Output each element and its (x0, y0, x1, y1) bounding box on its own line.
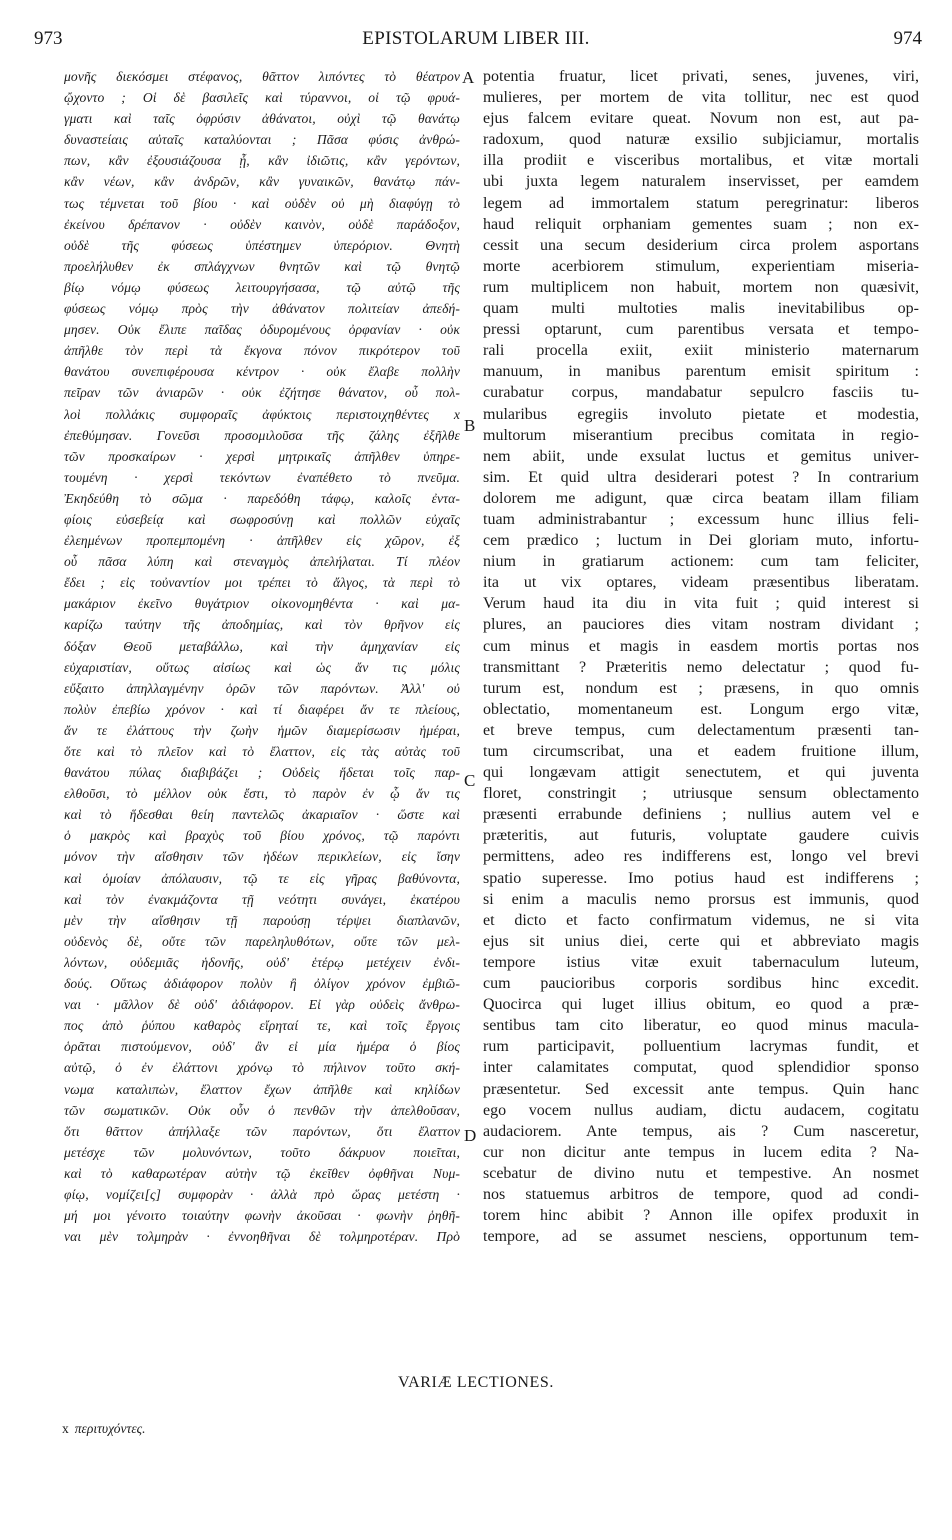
greek-text-line: ναι · μᾶλλον δὲ οὐδ' ἀδιάφορον. Εἰ γὰρ οὐδεὶς ἄνθρω- (64, 997, 460, 1013)
greek-text-line: ἀπῆλθε τὸν περὶ τὰ ἔκγονα πόνον πικρότερον τοῦ (64, 343, 460, 359)
greek-text-line: τως τέμνεται τοῦ βίου · καὶ οὐδὲν οὐ μὴ διαφύγῃ τὸ (64, 195, 460, 211)
latin-text-line: turum est, nondum est ; præsens, in quo omnis (483, 679, 919, 697)
page-number-right: 974 (893, 28, 922, 49)
latin-text-line: manuum, in manibus parentum emisit spiritum : (483, 363, 919, 381)
greek-text-line: ἄν τε ἐλάττους τὴν ζωὴν ἡμῶν διαμερίσωσιν ἡμέραι, (64, 722, 460, 738)
greek-text-line: πεῖραν τῶν ἀνιαρῶν · οὐκ ἐζήτησε θάνατον, οὗ πολ- (64, 385, 460, 401)
latin-text-line: legem ad immortalem statum peregrinatur: liberos (483, 194, 919, 212)
greek-text-line: καρίζω ταύτην τῆς ἀποδημίας, καὶ τὸν θρῆνον εἰς (64, 617, 460, 633)
footnote-text: περιτυχόντες. (74, 1421, 146, 1436)
greek-text-line: καὶ τὸ ἥδεσθαι θείη παντελῶς ἀκαριαῖον · ὥστε καὶ (64, 807, 460, 823)
latin-text-line: curabatur corpus, mandabatur sepulcro fasciis tu- (483, 384, 919, 402)
latin-text-line: haud reliquit orphaniam gementes suam ; non ex- (483, 215, 919, 233)
greek-text-line: λοὶ πολλάκις συμφοραῖς ἀφύκτοις περιστοιχηθέντες x (64, 406, 460, 422)
greek-text-line: δούς. Οὕτως ἀδιάφορον πολὺν ἢ ὀλίγον χρόνον ἐμβιῶ- (64, 976, 460, 992)
latin-text-line: illa prodiit e visceribus mortalibus, et vitæ mortali (483, 152, 919, 170)
latin-text-line: qui longævam attigit senectutem, et qui juventa (483, 764, 919, 782)
footnote (62, 1421, 146, 1437)
page-header (0, 28, 952, 54)
latin-text-line: nem abiit, unde exsulat luctus et gemitus univer- (483, 447, 919, 465)
latin-text-line: tempore istius vitæ exuit tabernaculum luteum, (483, 953, 919, 971)
greek-text-line: μονῆς διεκόσμει στέφανος, θᾶττον λιπόντες τὸ θέατρον (64, 69, 460, 84)
latin-text-line: oblectatio, momentaneum est. Longum ergo vitæ, (483, 700, 919, 718)
latin-text-line: cem prædico ; luctum in Dei gloriam muto, infortu- (483, 532, 919, 550)
latin-text-line: cessit una secum desiderium circa prolem asportans (483, 236, 919, 254)
latin-text-line: cum minus et magis in easdem mortis portas nos (483, 637, 919, 655)
greek-text-line: μόνον τὴν αἴσθησιν τῶν ἡδέων περικλείων, εἰς ἴσην (64, 849, 460, 865)
latin-text-line: tuam administrabantur ; excessum hunc illius feli- (483, 510, 919, 528)
greek-text-line: ὁ μακρὸς καὶ βραχὺς τοῦ βίου χρόνος, τῷ παρόντι (64, 828, 460, 844)
latin-text-line: ego vocem nullus audiam, dictu audacem, cogitatu (483, 1101, 919, 1119)
latin-text-line: ejus sit unius diei, certe qui et abbreviato magis (483, 932, 919, 950)
greek-text-line: ἐλεημένων προπεμπομένη · ἀπῆλθεν εἰς χῶρον, ἐξ (64, 533, 460, 549)
latin-text-line: sim. Et quid ultra desiderari potest ? In contrarium (483, 468, 919, 486)
greek-text-line: εὔξαιτο ἀπηλλαγμένην ὁρῶν τῶν παρόντων. Ἀλλ' οὐ (64, 680, 460, 696)
running-title: EPISTOLARUM LIBER III. (362, 28, 590, 49)
latin-text-line: mulieres, per mortem de vita tollitur, nec est quod (483, 89, 919, 107)
page-number-left: 973 (34, 28, 63, 49)
greek-text-line: φίοις εὐσεβείᾳ καὶ σωφροσύνῃ καὶ πολλῶν εὐχαῖς (64, 511, 460, 527)
margin-letter-b: B (464, 416, 476, 435)
latin-text-line: torem hinc abibit ? Annon ille opifex produxit in (483, 1207, 919, 1225)
greek-text-line: ὁρᾶται πιστούμενον, οὐδ' ἂν εἰ μία ἡμέρα ὁ βίος (64, 1039, 460, 1055)
greek-text-line: τῶν σωματικῶν. Οὐκ οὖν ὁ πενθῶν τὴν ἀπελθοῦσαν, (64, 1102, 460, 1118)
latin-text-column (483, 66, 919, 1247)
latin-text-line: nos statuemus arbitros de tempore, quod ad condi- (483, 1185, 919, 1203)
latin-text-line: rum multiplicem non habuit, mortem non quæsivit, (483, 278, 919, 296)
margin-letter-a: A (462, 68, 475, 87)
greek-text-line: κἂν νέων, κἂν ἀνδρῶν, κἂν γυναικῶν, θανάτῳ πάν- (64, 174, 460, 190)
latin-text-line: permittens, adeo res indifferens est, longo vel brevi (483, 848, 919, 866)
greek-text-line: πος ἀπὸ ῥύπου καθαρὸς εἴρηταί τε, καὶ τοῖς ἔργοις (64, 1018, 460, 1034)
latin-text-line: ita ut vix optares, videam præsentibus liberatam. (483, 574, 919, 592)
latin-text-line: tempore, ad se assumet nesciens, opportunum tem- (483, 1228, 919, 1246)
latin-text-line: pressi optarunt, cum parentibus versata et tempo- (483, 321, 919, 339)
greek-text-line: αὐτῷ, ὁ ἐν ἐλάττονι χρόνῳ τὸ πήλινον τοῦτο σκή- (64, 1060, 460, 1076)
greek-text-line: οὗ πᾶσα λύπη καὶ στεναγμὸς ἀπελήλαται. Τί πλέον (64, 554, 460, 570)
greek-text-line: ἐκείνου δρέπανον · οὐδὲν καινὸν, οὐδὲ παράδοξον, (64, 216, 460, 232)
greek-text-line: καὶ ὁμοίαν ἀπόλαυσιν, τῷ τε εἰς γῆρας βαθύνοντα, (64, 870, 460, 886)
greek-text-line: φύσεως νόμῳ πρὸς τὴν ἀθάνατον πολιτείαν ἀπεδή- (64, 301, 460, 317)
greek-text-line: τουμένη · χερσὶ τεκόντων ἐναπέθετο τὸ πνεῦμα. (64, 469, 460, 485)
greek-text-line: μησεν. Οὐκ ἔλιπε παῖδας ὀδυρομένους ὀρφανίαν · οὐκ (64, 322, 460, 338)
latin-text-line: præsenti errabunde definiens ; nullius autem vel e (483, 806, 919, 824)
latin-text-line: tum circumscribat, una et eadem fruitione illum, (483, 743, 919, 760)
latin-text-line: ubi juxta legem naturalem inservisset, per eamdem (483, 173, 919, 191)
greek-text-line: μετέσχε τῶν μολυνόντων, τοῦτο δάκρυον ποιεῖται, (64, 1144, 460, 1160)
greek-text-line: ἐπεθύμησαν. Γονεῦσι προσομιλοῦσα τῆς ζάλης ἐξῆλθε (64, 427, 460, 443)
latin-text-line: plures, an pauciores dies vitam nostram dividant ; (483, 616, 919, 634)
greek-text-line: ὅτι θᾶττον ἀπήλλαξε τῶν παρόντων, ὅτι ἔλαττον (64, 1123, 460, 1139)
latin-text-line: spatio superesse. Imo potius haud est indifferens ; (483, 869, 919, 887)
greek-text-line: προελήλυθεν ἐκ σπλάγχνων θνητῶν καὶ τῷ θνητῷ (64, 258, 460, 274)
variae-lectiones-heading: VARIÆ LECTIONES. (398, 1374, 554, 1391)
greek-text-line: φίῳ, νομίζει[ς] συμφορὰν · ἀλλὰ πρὸ ὥρας μετέστη · (64, 1186, 460, 1202)
latin-text-line: inter calamitates computat, quod splendidior sponso (483, 1059, 919, 1077)
greek-text-line: ναι μὲν τολμηρὰν · ἐννοηθῆναι δὲ τολμηροτέραν. Πρὸ (64, 1229, 460, 1245)
greek-text-line: θανάτου συνεπιφέρουσα κέντρον · οὐκ ἔλαβε πολλὴν (64, 364, 460, 380)
latin-text-line: præteritis, aut futuris, voluptate gaudere cuivis (483, 827, 919, 845)
greek-text-line: νωμα καταλιπὼν, ἔλαττον ἔχων ἀπῆλθε καὶ κηλίδων (64, 1081, 460, 1097)
greek-text-line: οὐδενὸς δὲ, οὔτε τῶν παρεληλυθότων, οὔτε τῶν μελ- (64, 933, 460, 949)
latin-text-line: scebatur de divino nutu et tempestive. An nosmet (483, 1164, 919, 1182)
greek-text-line: καὶ τὸν ἐνακμάζοντα τῇ νεότητι συνάγει, ἑκατέρου (64, 891, 460, 907)
margin-letter-d: D (464, 1126, 477, 1145)
latin-text-line: mularibus egregiis involuto pietate et modestia, (483, 405, 919, 423)
latin-text-line: morte acerbiorem stimulum, experientiam miseria- (483, 257, 919, 275)
greek-text-line: μή μοι γένοιτο τοιαύτην φωνὴν ἀκοῦσαι · φωνὴν ῥηθῆ- (64, 1208, 460, 1224)
greek-text-line: θανάτου πύλας διαβιβάζει ; Οὐδεὶς ἥδεται τοῖς παρ- (64, 765, 460, 781)
greek-text-line: γματι καὶ ταῖς ὀφρύσιν ἀθάνατοι, οὐχὶ τῷ θανάτῳ (64, 111, 460, 127)
latin-text-line: præsentetur. Sed excessit ante tempus. Quin hanc (483, 1080, 919, 1098)
greek-text-line: καὶ τὸ καθαρωτέραν αὐτὴν τῷ ἐκεῖθεν ὀφθῆναι Νυμ- (64, 1165, 460, 1181)
latin-text-line: si enim a maculis nemo prorsus est immunis, quod (483, 890, 919, 908)
greek-text-line: ὅτε καὶ τὸ πλεῖον καὶ τὸ ἔλαττον, εἰς τὰς αὐτὰς τοῦ (64, 744, 460, 759)
latin-text-line: rali procella exiit, exiit ministerio maternarum (483, 342, 919, 360)
greek-text-column (64, 66, 460, 1247)
latin-text-line: potentia fruatur, licet privati, senes, juvenes, viri, (483, 68, 919, 85)
latin-text-line: floret, constringit ; utriusque sensum oblectamento (483, 785, 919, 803)
greek-text-line: οὐδὲ τῆς φύσεως ὑπέστημεν ὑπερόριον. Θνητὴ (64, 237, 460, 253)
latin-text-line: et breve tempus, cum delectamentum præsenti tan- (483, 721, 919, 739)
greek-text-line: ἔδει ; εἰς τοὐναντίον μοι τρέπει τὸ ἄλγος, τὰ περὶ τὸ (64, 575, 460, 591)
latin-text-line: audaciorem. Ante tempus, ais ? Cum nasceretur, (483, 1122, 919, 1140)
latin-text-line: transmittant ? Præteritis nemo delectatur ; quod fu- (483, 658, 919, 676)
latin-text-line: rum participavit, polluentium lacrymas fundit, et (483, 1038, 919, 1056)
latin-text-line: cum paucioribus corporis sordibus hinc excedit. (483, 975, 919, 993)
footnote-letter: x (62, 1421, 69, 1436)
greek-text-line: πων, κἂν ἐξουσιάζουσα ᾖ, κἂν ἰδιῶτις, κἂν γερόντων, (64, 153, 460, 169)
margin-letter-c: C (464, 771, 476, 790)
latin-text-line: et dicto et facto confirmatum videmus, ne si vita (483, 911, 919, 929)
latin-text-line: Quocirca qui luget illius obitum, eo quod a præ- (483, 996, 919, 1014)
latin-text-line: sentibus tam cito liberatur, eo quod minus macula- (483, 1017, 919, 1035)
greek-text-line: Ἐκηδεύθη τὸ σῶμα · παρεδόθη τάφῳ, καλοῖς ἐντα- (64, 490, 460, 506)
greek-text-line: πολὺν ἐπεβίω χρόνον · καὶ τί διαφέρει ἄν τε πλείους, (64, 701, 460, 717)
latin-text-line: quam multi multoties malis inevitabilibus op- (483, 300, 919, 318)
greek-text-line: δόξαν Θεοῦ μεταβάλλω, καὶ τὴν ἀμηχανίαν εἰς (64, 638, 460, 654)
greek-text-line: ελθοῦσι, τὸ μέλλον οὐκ ἔστι, τὸ παρὸν ἐν ᾧ ἄν τις (64, 786, 460, 802)
greek-text-line: δυναστείαις αὐταῖς καταλύονται ; Πᾶσα φύσις ἀνθρώ- (64, 132, 460, 148)
latin-text-line: nium in gratiarum actionem: cum tam feliciter, (483, 553, 919, 571)
latin-text-line: dolorem me adigunt, quæ circa beatam illam filiam (483, 489, 919, 507)
greek-text-line: ᾤχοντο ; Οἱ δὲ βασιλεῖς καὶ τύραννοι, οἱ τῷ φρυά- (64, 90, 460, 106)
greek-text-line: εὐχαριστίαν, οὕτως αἰσίως καὶ ὡς ἄν τις μόλις (64, 659, 460, 675)
greek-text-line: λόντων, οὐδεμιᾶς ἡδονῆς, οὐδ' ἑτέρῳ μετέχειν ἐνδι- (64, 954, 460, 970)
latin-text-line: Verum haud ita diu in vita fuit ; quid interest si (483, 595, 919, 613)
greek-text-line: βίῳ νόμῳ φύσεως λειτουργήσασα, τῷ αὐτῷ τῆς (64, 279, 460, 295)
latin-text-line: cur non dicitur ante tempus in lucem edita ? Na- (483, 1143, 919, 1161)
latin-text-line: ejus falcem evitare queat. Novum non est, aut pa- (483, 110, 919, 128)
greek-text-line: τῶν προσκαίρων · χερσὶ μητρικαῖς ἀπῆλθεν ὑπηρε- (64, 448, 460, 464)
latin-text-line: multorum miserantium precibus comitata in regio- (483, 426, 919, 444)
latin-text-line: radoxum, quod naturæ exsilio subjiciamur, mortalis (483, 131, 919, 149)
greek-text-line: μακάριον ἐκεῖνο θυγάτριον οἰκονομηθέντα · καὶ μα- (64, 596, 460, 612)
greek-text-line: μὲν τὴν αἴσθησιν τῇ παρούσῃ τέρψει διαπλανῶν, (64, 912, 460, 928)
